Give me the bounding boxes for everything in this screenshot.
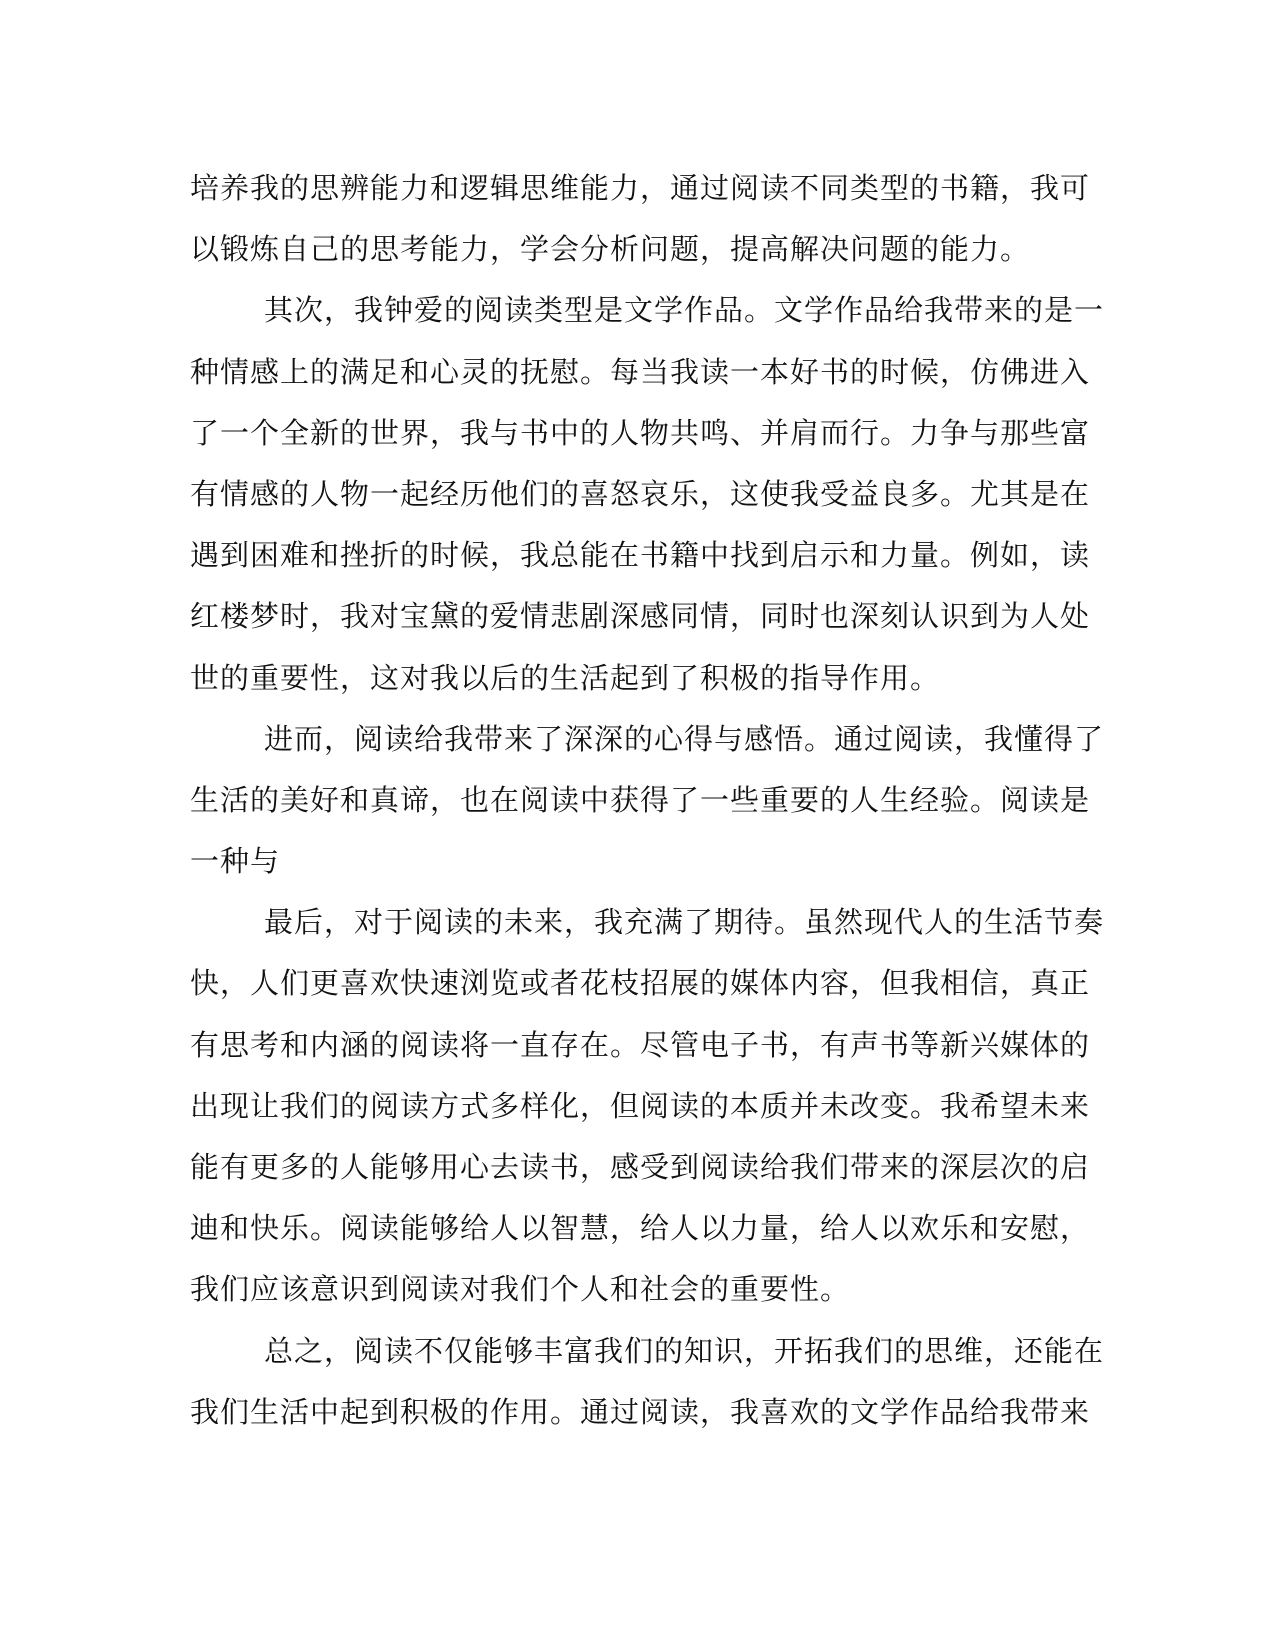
text-line: 迪和快乐。阅读能够给人以智慧，给人以力量，给人以欢乐和安慰， (190, 1211, 1091, 1246)
paragraph (190, 709, 1105, 893)
text-line: 快，人们更喜欢快速浏览或者花枝招展的媒体内容，但我相信，真正 (190, 966, 1091, 1001)
text-line: 出现让我们的阅读方式多样化，但阅读的本质并未改变。我希望未来 (190, 1088, 1091, 1123)
text-line: 我们生活中起到积极的作用。通过阅读，我喜欢的文学作品给我带来 (190, 1394, 1091, 1429)
paragraph (190, 280, 1105, 708)
body-text (190, 158, 1105, 1443)
text-line: 总之，阅读不仅能够丰富我们的知识，开拓我们的思维，还能在 (264, 1333, 1105, 1368)
text-line: 有情感的人物一起经历他们的喜怒哀乐，这使我受益良多。尤其是在 (190, 476, 1091, 511)
text-line: 红楼梦时，我对宝黛的爱情悲剧深感同情，同时也深刻认识到为人处 (190, 599, 1091, 634)
text-line: 了一个全新的世界，我与书中的人物共鸣、并肩而行。力争与那些富 (190, 415, 1091, 450)
text-line: 有思考和内涵的阅读将一直存在。尽管电子书，有声书等新兴媒体的 (190, 1027, 1091, 1062)
paragraph (190, 1321, 1105, 1443)
paragraph (190, 892, 1105, 1320)
text-line: 种情感上的满足和心灵的抚慰。每当我读一本好书的时候，仿佛进入 (190, 354, 1091, 389)
text-line: 我们应该意识到阅读对我们个人和社会的重要性。 (190, 1272, 851, 1307)
text-line: 一种与 (190, 844, 281, 879)
text-line: 以锻炼自己的思考能力，学会分析问题，提高解决问题的能力。 (190, 232, 1031, 267)
text-line: 生活的美好和真谛，也在阅读中获得了一些重要的人生经验。阅读是 (190, 782, 1091, 817)
text-line: 遇到困难和挫折的时候，我总能在书籍中找到启示和力量。例如，读 (190, 538, 1091, 573)
text-line: 其次，我钟爱的阅读类型是文学作品。文学作品给我带来的是一 (264, 293, 1105, 328)
text-line: 培养我的思辨能力和逻辑思维能力，通过阅读不同类型的书籍，我可 (190, 171, 1091, 205)
text-line: 世的重要性，这对我以后的生活起到了积极的指导作用。 (190, 660, 941, 695)
text-line: 能有更多的人能够用心去读书，感受到阅读给我们带来的深层次的启 (190, 1150, 1091, 1184)
text-line: 最后，对于阅读的未来，我充满了期待。虽然现代人的生活节奏 (264, 905, 1105, 940)
text-line: 进而，阅读给我带来了深深的心得与感悟。通过阅读，我懂得了 (264, 721, 1105, 756)
paragraph (190, 158, 1090, 280)
